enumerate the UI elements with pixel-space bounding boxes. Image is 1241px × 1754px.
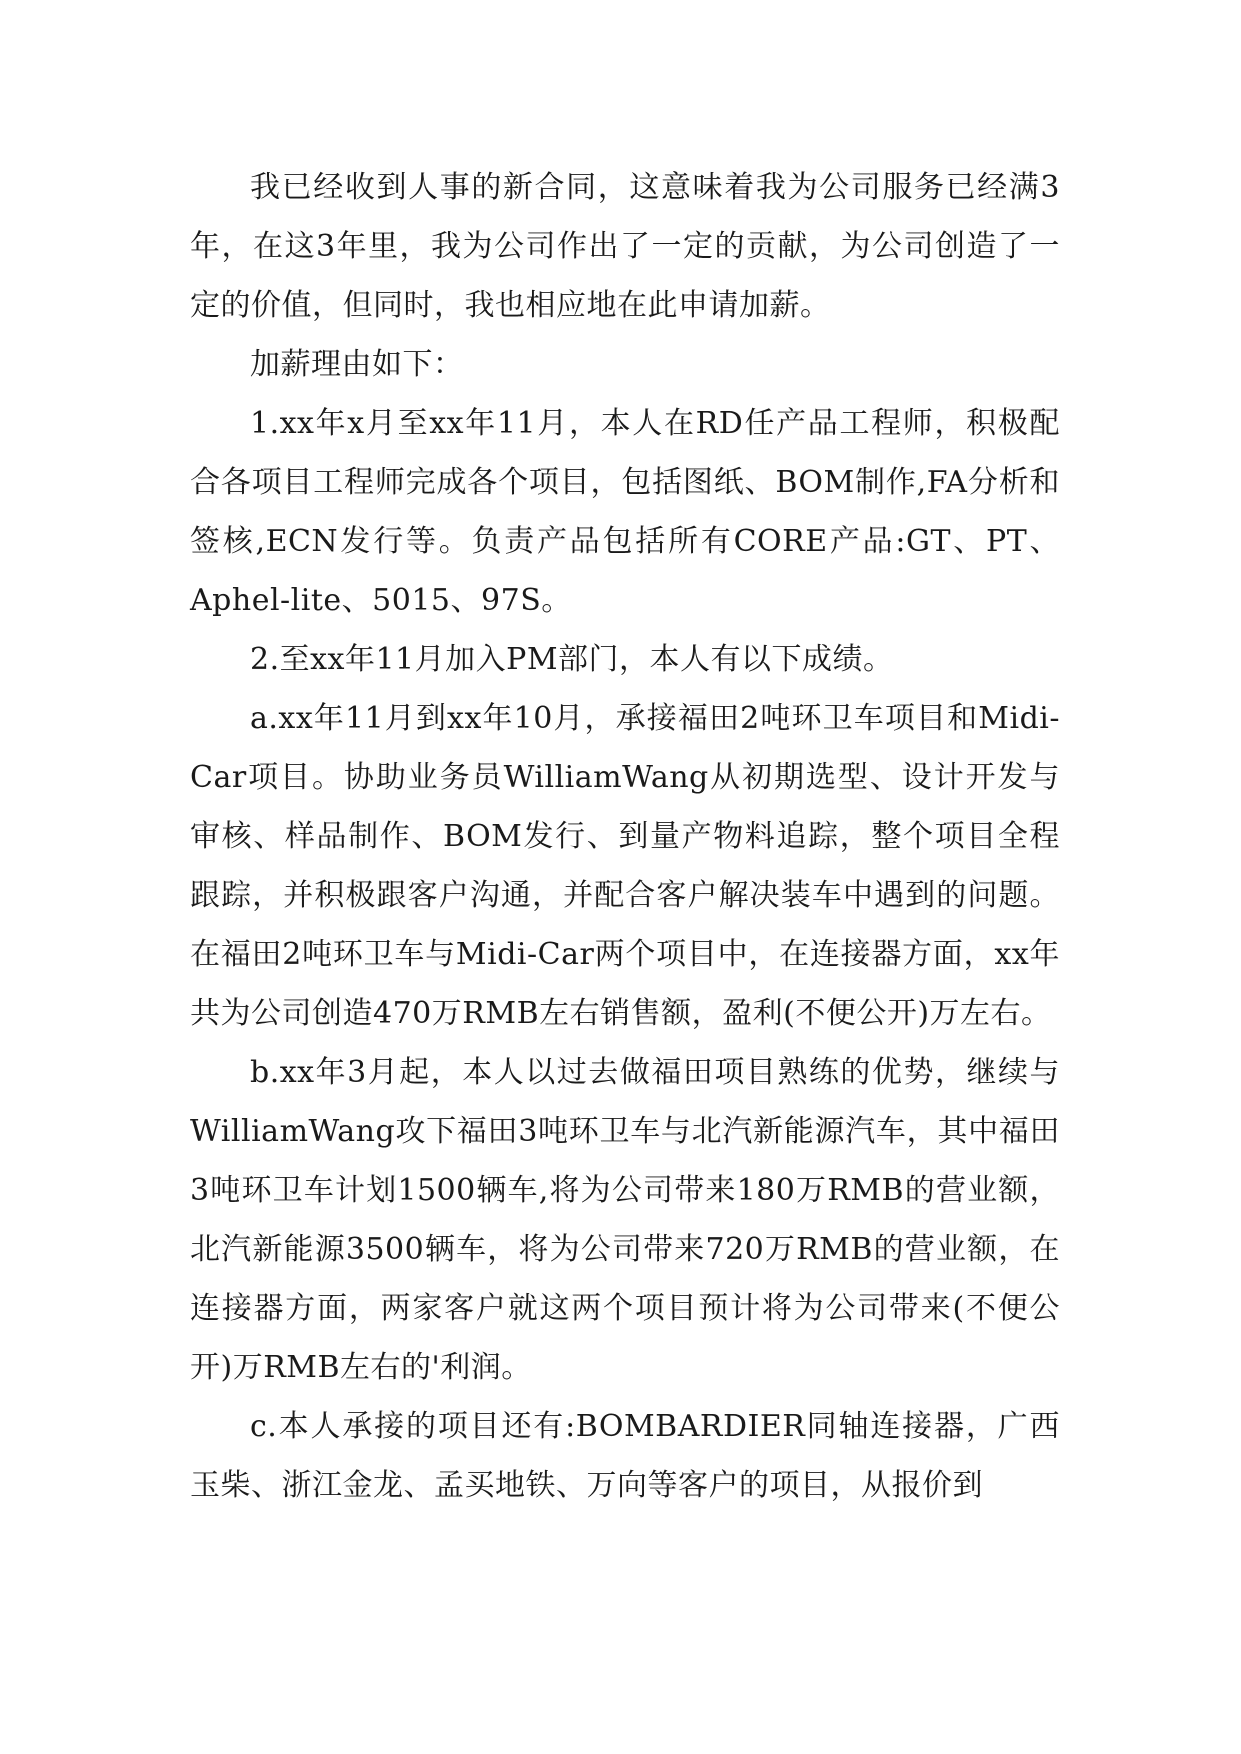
paragraph-achievement-c: c.本人承接的项目还有:BOMBARDIER同轴连接器，广西玉柴、浙江金龙、孟买地铁、万向等客户的项目，从报价到 — [190, 1409, 1060, 1503]
document-body — [190, 158, 1060, 1515]
paragraph-reason-2: 2.至xx年11月加入PM部门，本人有以下成绩。 — [250, 642, 894, 677]
paragraph-reason-1: 1.xx年x月至xx年11月，本人在RD任产品工程师，积极配合各项目工程师完成各个项目，包括图纸、BOM制作,FA分析和签核,ECN发行等。负责产品包括所有CORE产品:GT、PT、Aphel-lite、5015、97S。 — [190, 406, 1060, 618]
paragraph-intro: 我已经收到人事的新合同，这意味着我为公司服务已经满3年，在这3年里，我为公司作出了一定的贡献，为公司创造了一定的价值，但同时，我也相应地在此申请加薪。 — [190, 170, 1060, 323]
paragraph-achievement-a: a.xx年11月到xx年10月，承接福田2吨环卫车项目和Midi-Car项目。协助业务员WilliamWang从初期选型、设计开发与审核、样品制作、BOM发行、到量产物料追踪，整个项目全程跟踪，并积极跟客户沟通，并配合客户解决装车中遇到的问题。在福田2吨环卫车与Midi-Car两个项目中，在连接器方面，xx年共为公司创造470万RMB左右销售额，盈利(不便公开)万左右。 — [190, 701, 1060, 1031]
paragraph-reasons-heading: 加薪理由如下： — [250, 347, 464, 382]
paragraph-achievement-b: b.xx年3月起，本人以过去做福田项目熟练的优势，继续与WilliamWang攻下福田3吨环卫车与北汽新能源汽车，其中福田3吨环卫车计划1500辆车,将为公司带来180万RMB的营业额，北汽新能源3500辆车，将为公司带来720万RMB的营业额，在连接器方面，两家客户就这两个项目预计将为公司带来(不便公开)万RMB左右的'利润。 — [190, 1055, 1060, 1385]
